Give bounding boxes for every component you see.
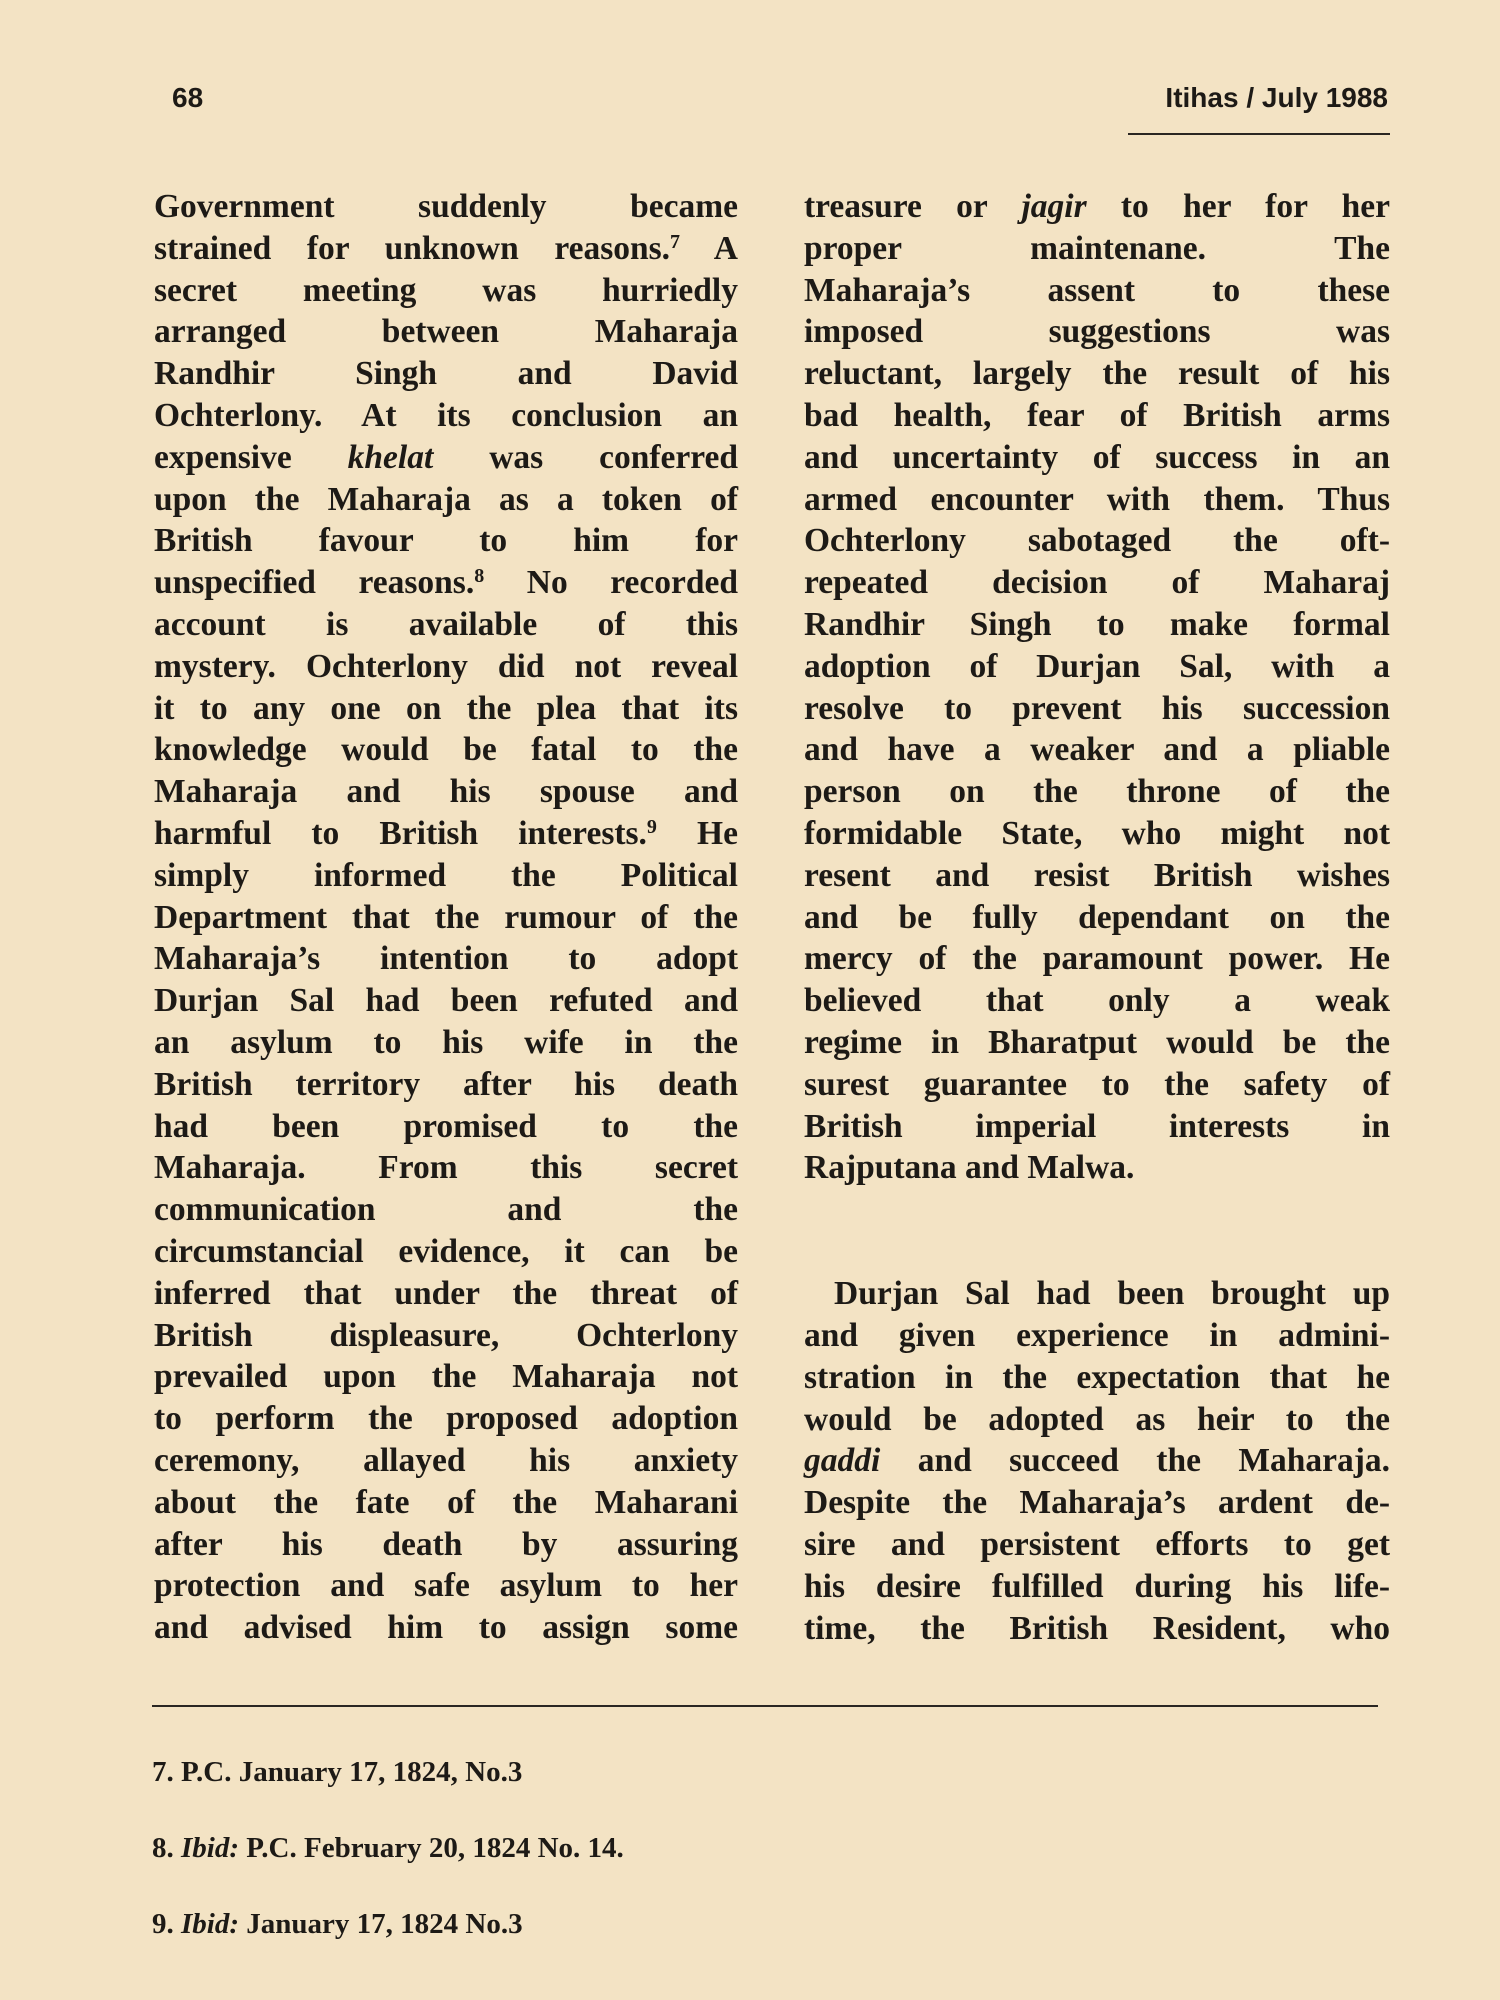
text-line: and have a weaker and a pliable xyxy=(804,731,1390,769)
text-line: arranged between Maharaja xyxy=(154,313,738,351)
text-line: inferred that under the threat of xyxy=(154,1274,738,1312)
text-line: Despite the Maharaja’s ardent de- xyxy=(804,1484,1390,1522)
italic-term: khelat xyxy=(347,438,434,476)
text-line: secret meeting was hurriedly xyxy=(154,271,738,309)
text-line: knowledge would be fatal to the xyxy=(154,731,738,769)
text-line: British territory after his death xyxy=(154,1065,738,1103)
paragraph-gap xyxy=(804,1189,1390,1273)
text-line: prevailed upon the Maharaja not xyxy=(154,1358,738,1396)
text-line: treasure or jagir to her for her xyxy=(804,188,1390,225)
left-column xyxy=(154,186,738,1649)
footnotes xyxy=(152,1756,624,1984)
text-line: after his death by assuring xyxy=(154,1525,738,1563)
text-line: sire and persistent efforts to get xyxy=(804,1525,1390,1563)
text-line: strained for unknown reasons.$^7$ A xyxy=(154,229,738,267)
text-line: it to any one on the plea that its xyxy=(154,689,738,727)
text-line: Rajputana and Malwa. xyxy=(804,1149,1135,1187)
text-line: British displeasure, Ochterlony xyxy=(154,1316,738,1354)
text-line: simply informed the Political xyxy=(154,856,738,894)
text-line: Ochterlony sabotaged the oft- xyxy=(804,522,1390,560)
footnote-8: 8. Ibid: P.C. February 20, 1824 No. 14. xyxy=(152,1832,624,1864)
footnote-9: 9. Ibid: January 17, 1824 No.3 xyxy=(152,1908,523,1940)
text-line: British favour to him for xyxy=(154,522,738,560)
text-line: Randhir Singh to make formal xyxy=(804,605,1390,643)
text-line: unspecified reasons.$^8$ No recorded xyxy=(154,564,738,602)
text-line: and be fully dependant on the xyxy=(804,898,1390,936)
text-line: Maharaja’s intention to adopt xyxy=(154,940,738,978)
text-line: and given experience in admini- xyxy=(804,1316,1390,1354)
text-line: to perform the proposed adoption xyxy=(154,1400,738,1438)
text-line: time, the British Resident, who xyxy=(804,1609,1390,1647)
text-line: regime in Bharatput would be the xyxy=(804,1023,1390,1061)
text-line: resolve to prevent his succession xyxy=(804,689,1390,727)
text-line: proper maintenane. The xyxy=(804,229,1390,267)
text-line: Durjan Sal had been refuted and xyxy=(154,982,738,1020)
footnote-rule xyxy=(152,1705,1378,1707)
text-line: stration in the expectation that he xyxy=(804,1358,1390,1396)
text-line: Ochterlony. At its conclusion an xyxy=(154,396,738,434)
text-line: gaddi and succeed the Maharaja. xyxy=(804,1442,1390,1480)
text-line: armed encounter with them. Thus xyxy=(804,480,1390,518)
text-line: account is available of this xyxy=(154,605,738,643)
text-line: ceremony, allayed his anxiety xyxy=(154,1441,738,1479)
right-column xyxy=(804,186,1390,1649)
footnote-ref: 8 xyxy=(474,565,485,588)
text-line: Government suddenly became xyxy=(154,188,738,225)
text-line: harmful to British interests.$^9$ He xyxy=(154,814,738,852)
running-head: Itihas / July 1988 xyxy=(1165,82,1388,113)
text-line: an asylum to his wife in the xyxy=(154,1023,738,1061)
text-line: Maharaja’s assent to these xyxy=(804,271,1390,309)
text-line: Department that the rumour of the xyxy=(154,898,738,936)
text-line: and uncertainty of success in an xyxy=(804,438,1390,476)
text-line: communication and the xyxy=(154,1191,738,1229)
italic-term: gaddi xyxy=(804,1442,881,1480)
text-line: bad health, fear of British arms xyxy=(804,396,1390,434)
text-line: person on the throne of the xyxy=(804,773,1390,811)
text-line: formidable State, who might not xyxy=(804,814,1390,852)
footnote-ref: 7 xyxy=(670,230,681,253)
text-line: believed that only a weak xyxy=(804,982,1390,1020)
text-line: Durjan Sal had been brought up xyxy=(834,1275,1390,1313)
text-line: adoption of Durjan Sal, with a xyxy=(804,647,1390,685)
text-line: Randhir Singh and David xyxy=(154,355,738,393)
text-line: mercy of the paramount power. He xyxy=(804,940,1390,978)
text-line: upon the Maharaja as a token of xyxy=(154,480,738,518)
text-line: expensive khelat was conferred xyxy=(154,438,738,476)
text-line: Maharaja and his spouse and xyxy=(154,773,738,811)
text-line: repeated decision of Maharaj xyxy=(804,564,1390,602)
text-line: his desire fulfilled during his life- xyxy=(804,1567,1390,1605)
text-line: about the fate of the Maharani xyxy=(154,1483,738,1521)
footnote-7: 7. P.C. January 17, 1824, No.3 xyxy=(152,1756,523,1788)
text-line: mystery. Ochterlony did not reveal xyxy=(154,647,738,685)
text-line: would be adopted as heir to the xyxy=(804,1400,1390,1438)
text-line: reluctant, largely the result of his xyxy=(804,355,1390,393)
text-line: surest guarantee to the safety of xyxy=(804,1065,1390,1103)
text-line: British imperial interests in xyxy=(804,1107,1390,1145)
text-line: imposed suggestions was xyxy=(804,313,1390,351)
text-line: and advised him to assign some xyxy=(154,1609,738,1647)
text-line: Maharaja. From this secret xyxy=(154,1149,738,1187)
text-line: circumstancial evidence, it can be xyxy=(154,1232,738,1270)
text-line: had been promised to the xyxy=(154,1107,738,1145)
footnote-ref: 9 xyxy=(646,815,657,838)
italic-term: jagir xyxy=(1021,188,1087,225)
header-rule xyxy=(1128,133,1390,135)
page-number: 68 xyxy=(172,82,204,113)
text-line: resent and resist British wishes xyxy=(804,856,1390,894)
text-line: protection and safe asylum to her xyxy=(154,1567,738,1605)
